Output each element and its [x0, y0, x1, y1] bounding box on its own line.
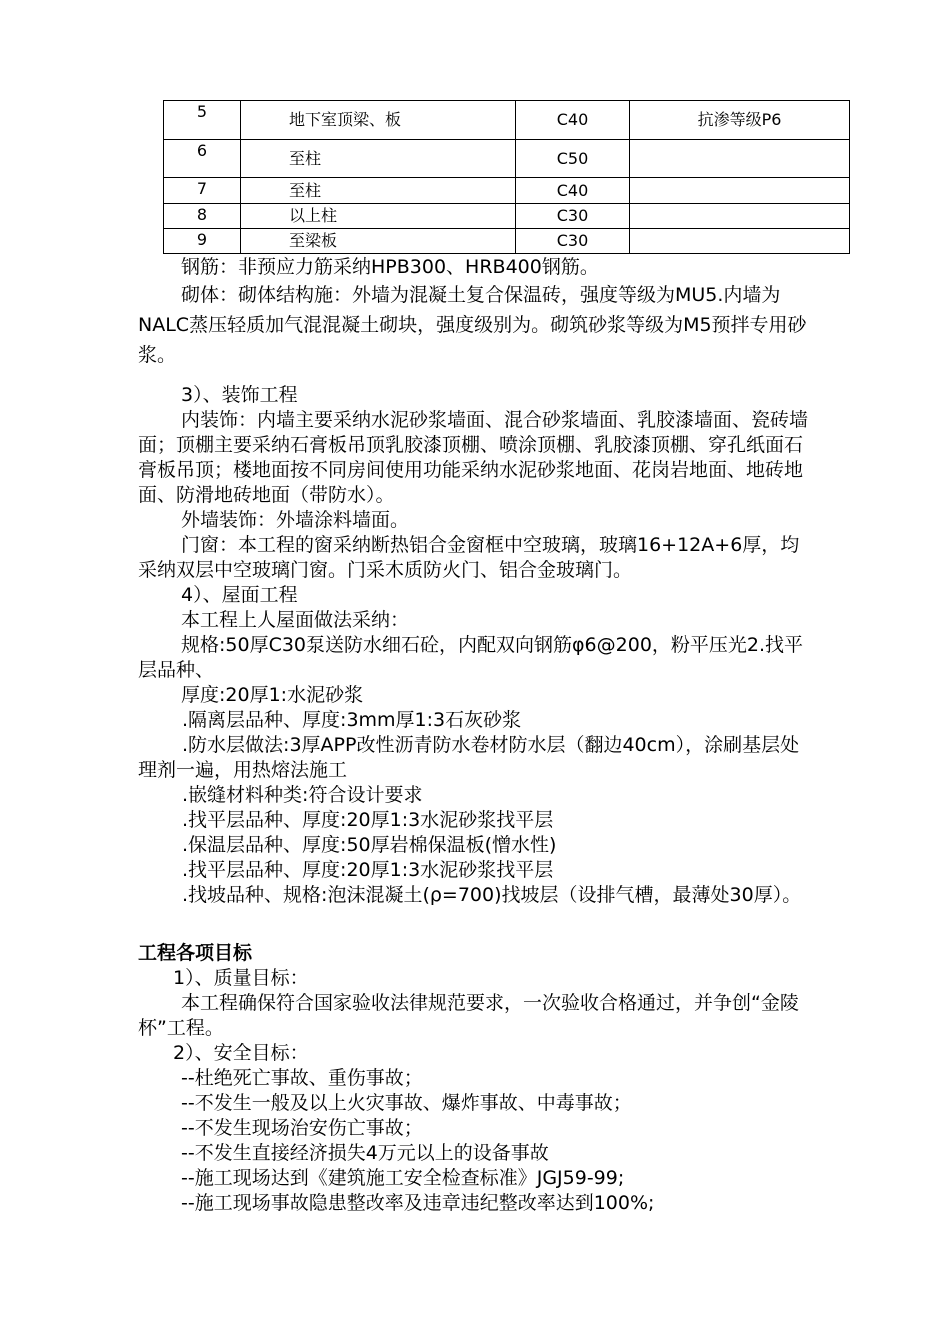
roof-spec-line: .防水层做法:3厚APP改性沥青防水卷材防水层（翻边40cm），涂刷基层处理剂一遍，用热熔法施工 — [138, 734, 800, 781]
masonry-paragraph: 砌体：砌体结构施：外墙为混凝土复合保温砖，强度等级为MU5.内墙为NALC蒸压轻质加气混混凝土砌块，强度级别为。砌筑砂浆等级为M5预拌专用砂浆。 — [138, 284, 807, 366]
table-row — [164, 178, 850, 204]
concrete-grade: C40 — [516, 178, 630, 204]
table-row — [164, 204, 850, 229]
concrete-grade: C30 — [516, 204, 630, 229]
exterior-wall-paragraph: 外墙装饰：外墙涂料墙面。 — [181, 509, 410, 531]
row-number: 6 — [164, 140, 241, 178]
table-row — [164, 229, 850, 254]
doors-windows-paragraph: 门窗：本工程的窗采纳断热铝合金窗框中空玻璃，玻璃16+12A+6厚，均采纳双层中空玻璃门窗。门采木质防火门、铝合金玻璃门。 — [138, 534, 800, 581]
section-heading-decoration: 3）、装饰工程 — [181, 384, 298, 406]
quality-goal-heading: 1）、质量目标： — [173, 967, 309, 989]
row-number: 5 — [164, 101, 241, 140]
roof-intro: 本工程上人屋面做法采纳： — [181, 609, 410, 631]
document-body — [138, 255, 818, 1216]
remark — [630, 229, 850, 254]
row-number: 7 — [164, 178, 241, 204]
safety-goal-item: --不发生现场治安伤亡事故； — [181, 1117, 423, 1139]
row-number: 8 — [164, 204, 241, 229]
rebar-paragraph: 钢筋：非预应力筋采纳HPB300、HRB400钢筋。 — [181, 256, 599, 278]
roof-spec-line: .嵌缝材料种类:符合设计要求 — [182, 784, 423, 806]
roof-spec-line: .隔离层品种、厚度:3mm厚1:3石灰砂浆 — [182, 709, 522, 731]
structure-part: 至柱 — [241, 178, 516, 204]
roof-spec-line: 厚度:20厚1:水泥砂浆 — [181, 684, 364, 706]
remark — [630, 178, 850, 204]
concrete-grade: C50 — [516, 140, 630, 178]
safety-goal-item: --施工现场达到《建筑施工安全检查标准》JGJ59-99; — [181, 1167, 625, 1189]
structure-part: 至梁板 — [241, 229, 516, 254]
remark: 抗渗等级P6 — [630, 101, 850, 140]
structure-part: 以上柱 — [241, 204, 516, 229]
safety-goal-heading: 2）、安全目标： — [173, 1042, 309, 1064]
structure-part: 至柱 — [241, 140, 516, 178]
section-title-goals: 工程各项目标 — [138, 942, 253, 964]
concrete-grade: C30 — [516, 229, 630, 254]
concrete-grade: C40 — [516, 101, 630, 140]
section-heading-roof: 4）、屋面工程 — [181, 584, 298, 606]
interior-decoration-paragraph: 内装饰：内墙主要采纳水泥砂浆墙面、混合砂浆墙面、乳胶漆墙面、瓷砖墙面；顶棚主要采纳石膏板吊顶乳胶漆顶棚、喷涂顶棚、乳胶漆顶棚、穿孔纸面石膏板吊顶；楼地面按不同房间使用功能采纳水泥砂浆地面、花岗岩地面、地砖地面、防滑地砖地面（带防水）。 — [138, 409, 809, 506]
safety-goal-item: --施工现场事故隐患整改率及违章违纪整改率达到100%; — [181, 1192, 655, 1214]
safety-goal-item: --不发生直接经济损失4万元以上的设备事故 — [181, 1142, 549, 1164]
table-row — [164, 140, 850, 178]
roof-spec-line: .找平层品种、厚度:20厚1:3水泥砂浆找平层 — [182, 859, 554, 881]
table-row — [164, 101, 850, 140]
roof-spec-line: .找坡品种、规格:泡沫混凝土(ρ=700)找坡层（设排气槽，最薄处30厚）。 — [182, 884, 802, 906]
concrete-grade-table — [163, 100, 850, 254]
safety-goal-item: --杜绝死亡事故、重伤事故； — [181, 1067, 423, 1089]
row-number: 9 — [164, 229, 241, 254]
roof-spec-line: 规格:50厚C30泵送防水细石砼，内配双向钢筋φ6@200，粉平压光2.找平层品种、 — [138, 634, 804, 681]
remark — [630, 140, 850, 178]
quality-goal-paragraph: 本工程确保符合国家验收法律规范要求，一次验收合格通过，并争创“金陵杯”工程。 — [138, 992, 799, 1039]
structure-part: 地下室顶梁、板 — [241, 101, 516, 140]
remark — [630, 204, 850, 229]
roof-spec-line: .保温层品种、厚度:50厚岩棉保温板(憎水性) — [182, 834, 557, 856]
roof-spec-line: .找平层品种、厚度:20厚1:3水泥砂浆找平层 — [182, 809, 554, 831]
safety-goal-item: --不发生一般及以上火灾事故、爆炸事故、中毒事故； — [181, 1092, 632, 1114]
